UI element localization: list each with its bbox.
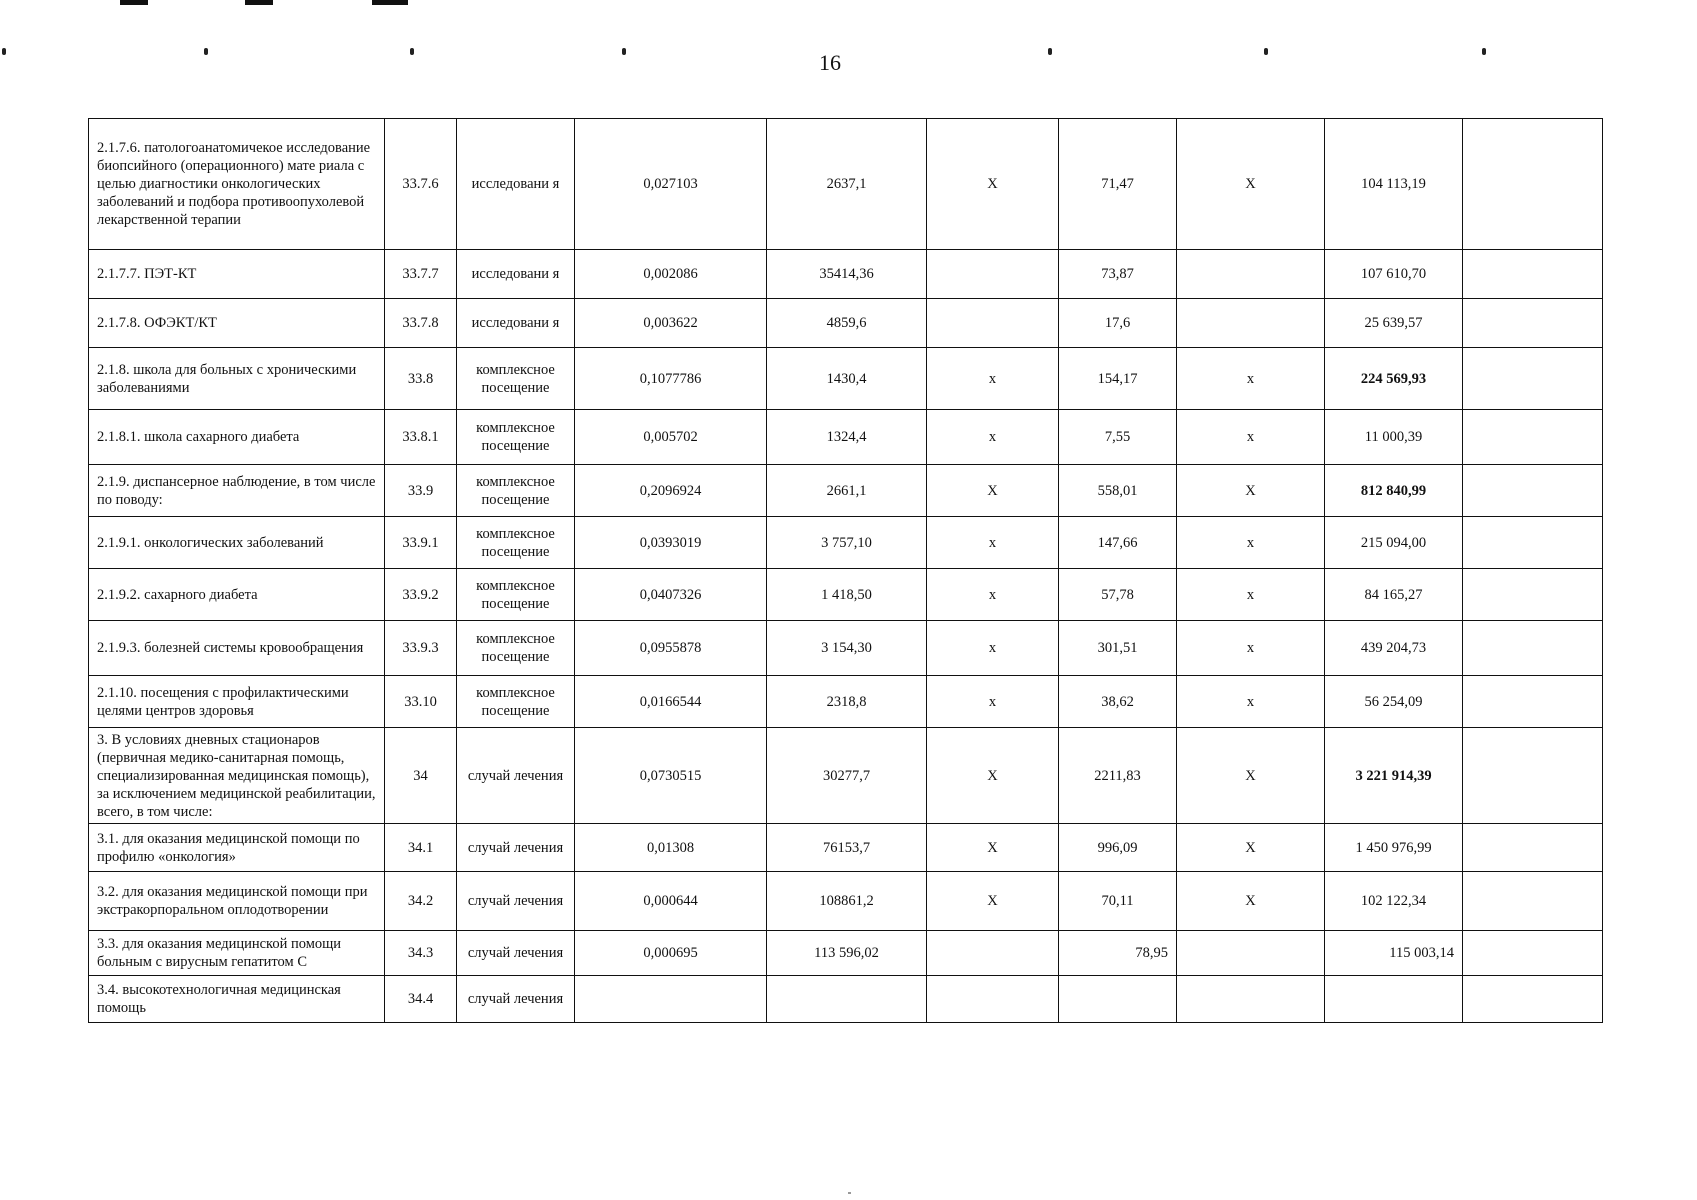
row-norm: 0,1077786 [575, 348, 767, 410]
row-norm: 0,01308 [575, 824, 767, 872]
row-code: 33.9 [385, 465, 457, 517]
row-code: 33.7.8 [385, 299, 457, 348]
row-name: 2.1.8. школа для больных с хроническими заболеваниями [89, 348, 385, 410]
row-mark-2: Х [1177, 728, 1325, 824]
row-norm [575, 976, 767, 1023]
row-mark-1 [927, 299, 1059, 348]
row-name: 2.1.9.1. онкологических заболеваний [89, 517, 385, 569]
scan-dot [410, 48, 414, 55]
row-mark-2: Х [1177, 119, 1325, 250]
row-mark-1: х [927, 348, 1059, 410]
row-total: 107 610,70 [1325, 250, 1463, 299]
row-mark-1: Х [927, 728, 1059, 824]
row-extra [1463, 465, 1603, 517]
table-body [89, 119, 1603, 1023]
row-extra [1463, 569, 1603, 621]
row-code: 33.9.2 [385, 569, 457, 621]
row-extra [1463, 517, 1603, 569]
row-code: 34.3 [385, 931, 457, 976]
row-norm: 0,0407326 [575, 569, 767, 621]
row-unit: случай лечения [457, 824, 575, 872]
row-mark-2: х [1177, 621, 1325, 676]
table-row [89, 465, 1603, 517]
row-norm: 0,002086 [575, 250, 767, 299]
row-unit: комплексное посещение [457, 569, 575, 621]
scan-dot [1048, 48, 1052, 55]
row-name: 2.1.10. посещения с профилактическими целями центров здоровья [89, 676, 385, 728]
row-unit: комплексное посещение [457, 517, 575, 569]
row-name: 3.4. высокотехнологичная медицинская помощь [89, 976, 385, 1023]
row-mark-1: х [927, 517, 1059, 569]
row-norm: 0,000695 [575, 931, 767, 976]
row-unit: случай лечения [457, 931, 575, 976]
row-cost: 35414,36 [767, 250, 927, 299]
row-extra [1463, 824, 1603, 872]
row-code: 33.8.1 [385, 410, 457, 465]
row-sum: 78,95 [1059, 931, 1177, 976]
row-name: 2.1.7.7. ПЭТ-КТ [89, 250, 385, 299]
scan-dot [1482, 48, 1486, 55]
row-code: 34.2 [385, 872, 457, 931]
row-code: 33.10 [385, 676, 457, 728]
scan-top-marks [0, 0, 1697, 10]
row-mark-2: Х [1177, 872, 1325, 931]
row-mark-2 [1177, 299, 1325, 348]
row-mark-2: х [1177, 517, 1325, 569]
row-code: 33.9.3 [385, 621, 457, 676]
scan-dot [622, 48, 626, 55]
row-cost: 76153,7 [767, 824, 927, 872]
table-row [89, 569, 1603, 621]
row-code: 34 [385, 728, 457, 824]
row-mark-1: Х [927, 465, 1059, 517]
row-mark-2: х [1177, 410, 1325, 465]
table-row [89, 728, 1603, 824]
row-unit: исследовани я [457, 119, 575, 250]
row-extra [1463, 976, 1603, 1023]
row-cost: 2637,1 [767, 119, 927, 250]
row-unit: случай лечения [457, 976, 575, 1023]
row-code: 34.1 [385, 824, 457, 872]
row-sum: 558,01 [1059, 465, 1177, 517]
row-mark-1 [927, 931, 1059, 976]
row-unit: исследовани я [457, 250, 575, 299]
row-mark-1: х [927, 569, 1059, 621]
row-cost: 3 757,10 [767, 517, 927, 569]
row-cost: 108861,2 [767, 872, 927, 931]
row-sum: 2211,83 [1059, 728, 1177, 824]
row-code: 33.7.7 [385, 250, 457, 299]
row-sum [1059, 976, 1177, 1023]
row-mark-1: х [927, 410, 1059, 465]
row-total: 102 122,34 [1325, 872, 1463, 931]
row-mark-1: х [927, 676, 1059, 728]
table-row [89, 299, 1603, 348]
row-name: 2.1.9.2. сахарного диабета [89, 569, 385, 621]
row-mark-1: Х [927, 872, 1059, 931]
table-row [89, 676, 1603, 728]
row-unit: исследовани я [457, 299, 575, 348]
row-unit: комплексное посещение [457, 465, 575, 517]
row-mark-1: Х [927, 824, 1059, 872]
row-total: 224 569,93 [1325, 348, 1463, 410]
row-code: 33.9.1 [385, 517, 457, 569]
row-extra [1463, 410, 1603, 465]
row-sum: 70,11 [1059, 872, 1177, 931]
row-sum: 154,17 [1059, 348, 1177, 410]
scan-dot [848, 1192, 851, 1194]
row-mark-2 [1177, 250, 1325, 299]
row-sum: 996,09 [1059, 824, 1177, 872]
row-unit: комплексное посещение [457, 348, 575, 410]
row-norm: 0,0166544 [575, 676, 767, 728]
row-unit: случай лечения [457, 728, 575, 824]
row-unit: комплексное посещение [457, 621, 575, 676]
row-cost: 2318,8 [767, 676, 927, 728]
row-cost: 3 154,30 [767, 621, 927, 676]
row-total [1325, 976, 1463, 1023]
row-cost: 1 418,50 [767, 569, 927, 621]
row-name: 2.1.9.3. болезней системы кровообращения [89, 621, 385, 676]
row-sum: 71,47 [1059, 119, 1177, 250]
row-cost: 1324,4 [767, 410, 927, 465]
row-total: 104 113,19 [1325, 119, 1463, 250]
row-cost: 4859,6 [767, 299, 927, 348]
row-unit: случай лечения [457, 872, 575, 931]
row-norm: 0,0955878 [575, 621, 767, 676]
row-sum: 38,62 [1059, 676, 1177, 728]
row-sum: 147,66 [1059, 517, 1177, 569]
row-mark-2: х [1177, 348, 1325, 410]
row-name: 3.1. для оказания медицинской помощи по профилю «онкология» [89, 824, 385, 872]
row-mark-1: Х [927, 119, 1059, 250]
table-row [89, 410, 1603, 465]
row-total: 56 254,09 [1325, 676, 1463, 728]
table-row [89, 250, 1603, 299]
row-mark-1 [927, 976, 1059, 1023]
table-row [89, 348, 1603, 410]
page-number: 16 [819, 50, 841, 75]
row-cost: 113 596,02 [767, 931, 927, 976]
scan-dot [1264, 48, 1268, 55]
row-mark-2: х [1177, 569, 1325, 621]
row-norm: 0,027103 [575, 119, 767, 250]
row-cost: 2661,1 [767, 465, 927, 517]
row-extra [1463, 931, 1603, 976]
row-total: 25 639,57 [1325, 299, 1463, 348]
data-table [88, 118, 1603, 1023]
row-mark-2: Х [1177, 465, 1325, 517]
table-row [89, 931, 1603, 976]
row-total: 439 204,73 [1325, 621, 1463, 676]
row-mark-1: х [927, 621, 1059, 676]
row-total: 1 450 976,99 [1325, 824, 1463, 872]
row-norm: 0,005702 [575, 410, 767, 465]
row-name: 3. В условиях дневных стационаров (первичная медико-санитарная помощь, специализированная медицинская помощь), за исключением медицинской реабилитации, всего, в том числе: [89, 728, 385, 824]
row-extra [1463, 676, 1603, 728]
table-row [89, 119, 1603, 250]
row-cost: 30277,7 [767, 728, 927, 824]
row-norm: 0,0730515 [575, 728, 767, 824]
row-unit: комплексное посещение [457, 676, 575, 728]
row-extra [1463, 728, 1603, 824]
row-sum: 73,87 [1059, 250, 1177, 299]
table-row [89, 824, 1603, 872]
row-unit: комплексное посещение [457, 410, 575, 465]
row-extra [1463, 299, 1603, 348]
table-row [89, 517, 1603, 569]
row-mark-2: х [1177, 676, 1325, 728]
row-mark-2 [1177, 931, 1325, 976]
row-name: 3.2. для оказания медицинской помощи при экстракорпоральном оплодотворении [89, 872, 385, 931]
row-cost: 1430,4 [767, 348, 927, 410]
row-extra [1463, 250, 1603, 299]
table-row [89, 872, 1603, 931]
row-norm: 0,003622 [575, 299, 767, 348]
row-name: 2.1.9. диспансерное наблюдение, в том числе по поводу: [89, 465, 385, 517]
row-name: 2.1.7.6. патологоанатомичекое исследование биопсийного (операционного) мате риала с целью диагностики онкологических заболеваний и подбора противоопухолевой лекарственной терапии [89, 119, 385, 250]
row-extra [1463, 872, 1603, 931]
row-extra [1463, 119, 1603, 250]
row-total: 215 094,00 [1325, 517, 1463, 569]
table-row [89, 976, 1603, 1023]
row-code: 34.4 [385, 976, 457, 1023]
row-mark-2: Х [1177, 824, 1325, 872]
row-total: 84 165,27 [1325, 569, 1463, 621]
row-norm: 0,000644 [575, 872, 767, 931]
row-code: 33.8 [385, 348, 457, 410]
row-name: 2.1.7.8. ОФЭКТ/КТ [89, 299, 385, 348]
row-name: 2.1.8.1. школа сахарного диабета [89, 410, 385, 465]
row-sum: 17,6 [1059, 299, 1177, 348]
row-extra [1463, 621, 1603, 676]
row-mark-1 [927, 250, 1059, 299]
row-total: 812 840,99 [1325, 465, 1463, 517]
row-total: 3 221 914,39 [1325, 728, 1463, 824]
row-norm: 0,0393019 [575, 517, 767, 569]
row-total: 115 003,14 [1325, 931, 1463, 976]
row-norm: 0,2096924 [575, 465, 767, 517]
scan-dot [204, 48, 208, 55]
row-mark-2 [1177, 976, 1325, 1023]
row-extra [1463, 348, 1603, 410]
row-cost [767, 976, 927, 1023]
row-sum: 301,51 [1059, 621, 1177, 676]
row-total: 11 000,39 [1325, 410, 1463, 465]
row-name: 3.3. для оказания медицинской помощи больным с вирусным гепатитом С [89, 931, 385, 976]
scan-dot [2, 48, 6, 55]
table-row [89, 621, 1603, 676]
row-code: 33.7.6 [385, 119, 457, 250]
row-sum: 57,78 [1059, 569, 1177, 621]
row-sum: 7,55 [1059, 410, 1177, 465]
